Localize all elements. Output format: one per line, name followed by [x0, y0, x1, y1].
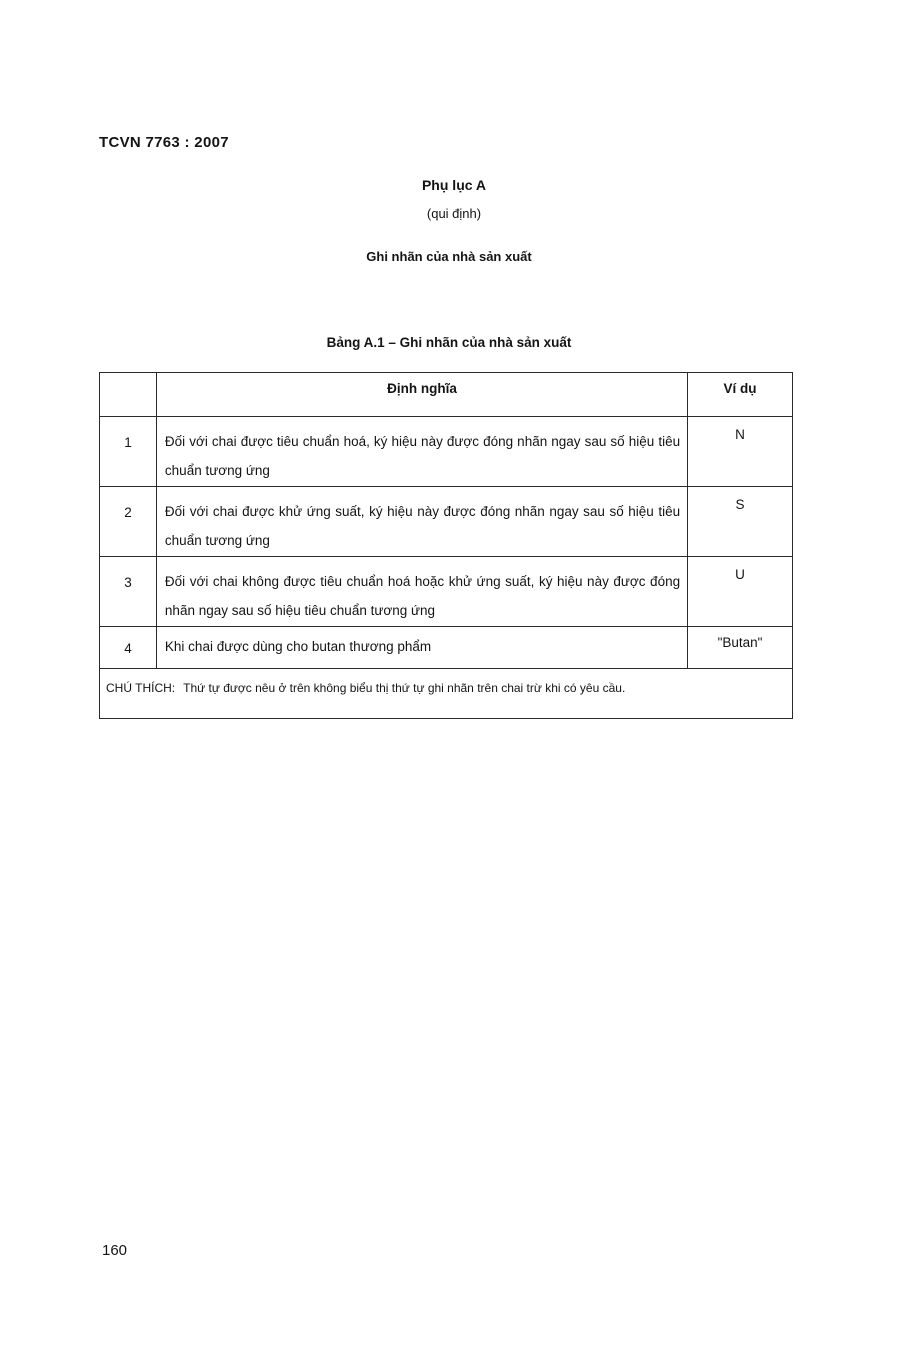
row-definition: Đối với chai được khử ứng suất, ký hiệu này được đóng nhãn ngay sau số hiệu tiêu chuẩn tương ứng	[156, 487, 687, 557]
row-definition: Đối với chai được tiêu chuẩn hoá, ký hiệu này được đóng nhãn ngay sau số hiệu tiêu chuẩn tương ứng	[156, 417, 687, 487]
row-example: U	[688, 557, 793, 627]
header-example: Ví dụ	[688, 373, 793, 417]
annex-heading: Ghi nhãn của nhà sản xuất	[366, 249, 532, 264]
row-number: 4	[100, 627, 157, 669]
header-definition: Định nghĩa	[156, 373, 687, 417]
header-number	[100, 373, 157, 417]
row-definition: Đối với chai không được tiêu chuẩn hoá hoặc khử ứng suất, ký hiệu này được đóng nhãn ngay sau số hiệu tiêu chuẩn tương ứng	[156, 557, 687, 627]
annex-kind: (qui định)	[426, 206, 482, 221]
table-note	[100, 669, 793, 719]
row-number: 3	[100, 557, 157, 627]
table-row	[100, 487, 793, 557]
note-label: CHÚ THÍCH:	[106, 681, 176, 695]
note-text: Thứ tự được nêu ở trên không biểu thị thứ tự ghi nhãn trên chai trừ khi có yêu cầu.	[183, 681, 626, 695]
page-number: 160	[102, 1242, 128, 1259]
row-example: S	[688, 487, 793, 557]
document-id: TCVN 7763 : 2007	[99, 134, 229, 151]
row-example: N	[688, 417, 793, 487]
table-row	[100, 557, 793, 627]
table-caption: Bảng A.1 – Ghi nhãn của nhà sản xuất	[326, 335, 572, 350]
row-number: 2	[100, 487, 157, 557]
row-number: 1	[100, 417, 157, 487]
table-row	[100, 417, 793, 487]
marking-table	[99, 372, 793, 719]
row-example: "Butan"	[688, 627, 793, 669]
table-row	[100, 627, 793, 669]
table-header-row	[100, 373, 793, 417]
row-definition: Khi chai được dùng cho butan thương phẩm	[156, 627, 687, 669]
annex-title: Phụ lục A	[421, 177, 487, 193]
table-note-row	[100, 669, 793, 719]
